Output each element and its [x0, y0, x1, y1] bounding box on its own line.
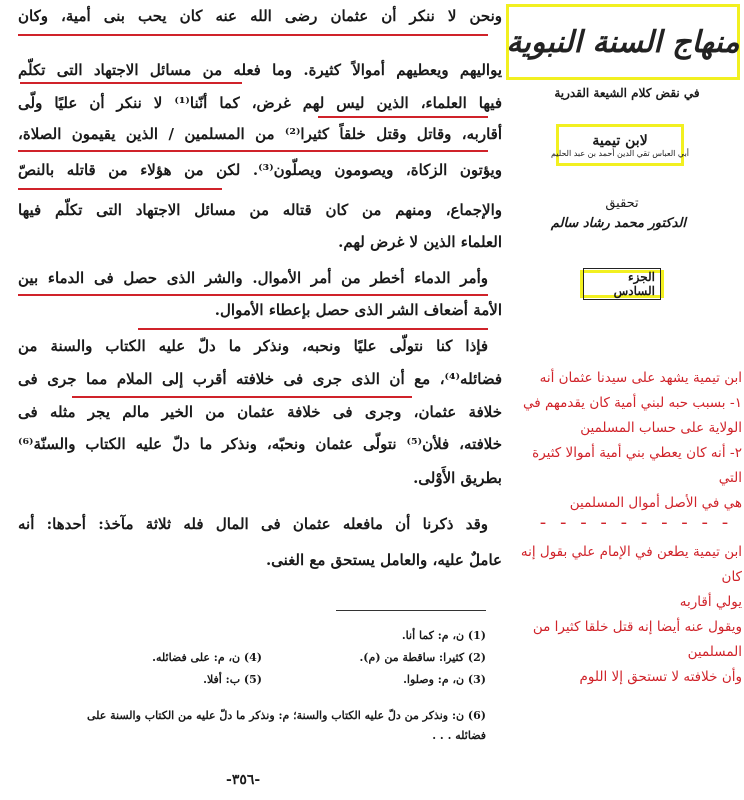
- footnote: (4) ن، م: على فضائله.: [152, 651, 262, 664]
- text-line: عاملٌ عليه، والعامل يستحق مع الغنى.: [265, 551, 502, 569]
- editor-name: الدكتور محمد رشاد سالم: [550, 216, 686, 231]
- text-line: خلافته، فلأن⁽⁵⁾ نتولّى عثمان ونحبّه، ونذكر ما دلّ عليه الكتاب والسنّة⁽⁶⁾: [18, 435, 502, 453]
- volume-label: الجزء السادس: [583, 268, 661, 300]
- text-line: أقاربه، وقاتل وقتل خلقاً كثيرا⁽²⁾ من المسلمين / الذين يقيمون الصلاة،: [18, 125, 502, 143]
- tahqiq-label: تحقيق: [605, 196, 639, 211]
- annotation-line: ١- بسبب حبه لبني أمية كان يقدمهم في: [522, 395, 742, 411]
- annotation-top: [510, 366, 742, 516]
- highlight-underline: [18, 34, 488, 36]
- annotation-line: ٢- أنه كان يعطي بني أمية أموالا كثيرة التي: [532, 445, 742, 486]
- highlight-underline: [138, 328, 488, 330]
- text-line: والإجماع، ومنهم من كان قتاله من مسائل الاجتهاد التى تكلّم فيها: [18, 201, 502, 219]
- footnote: (5) ب: أفلا.: [203, 673, 262, 686]
- author-name: لابن تيمية: [592, 132, 648, 149]
- annotation-bottom: [510, 540, 742, 690]
- page-number: -٣٥٦-: [226, 772, 261, 788]
- footnote: (6) ن: ونذكر من دلّ عليه الكتاب والسنة؛ م: ونذكر ما دلّ عليه من الكتاب والسنة على: [86, 709, 486, 722]
- annotation-line: ابن تيمية يطعن في الإمام علي بقول إنه كان: [520, 544, 742, 585]
- annotation-line: يولي أقاربه: [679, 594, 742, 610]
- volume-box: [580, 270, 664, 298]
- highlight-underline: [18, 294, 488, 296]
- footnote: فضائله . . .: [432, 729, 486, 742]
- text-line: خلافة عثمان، وجرى فى خلافة عثمان من الخير مالم يجر مثله فى: [18, 403, 502, 421]
- highlight-underline: [20, 82, 242, 84]
- text-line: فضائله⁽⁴⁾، مع أن الذى جرى فى خلافته أقرب إلى الملام مما جرى فى: [18, 370, 502, 388]
- text-line: ونحن لا ننكر أن عثمان رضى الله عنه كان يحب بنى أمية، وكان: [18, 7, 502, 25]
- text-line: وأمر الدماء أخطر من أمر الأموال. والشر الذى حصل فى الدماء بين: [18, 269, 488, 287]
- footnote: (3) ن، م: وصلوا.: [403, 673, 486, 686]
- annotation-line: الولاية على حساب المسلمين: [580, 420, 742, 436]
- annotation-line: هي في الأصل أموال المسلمين: [569, 495, 742, 511]
- author-full-name: أبي العباس تقي الدين أحمد بن عبد الحليم: [550, 148, 690, 158]
- footnote-rule: [336, 610, 486, 611]
- text-line: وقد ذكرنا أن مافعله عثمان فى المال فله ثلاثة مآخذ: أحدها: أنه: [18, 515, 488, 533]
- author-box: [550, 124, 690, 166]
- book-title-box: [506, 4, 740, 80]
- highlight-underline: [18, 188, 222, 190]
- book-title: منهاج السنة النبوية: [506, 24, 740, 60]
- highlight-underline: [72, 396, 412, 398]
- annotation-line: ابن تيمية يشهد على سيدنا عثمان أنه: [539, 370, 742, 386]
- annotation-line: ويقول عنه أيضا إنه قتل خلقا كثيرا من: [532, 619, 742, 635]
- highlight-underline: [18, 150, 488, 152]
- book-subtitle: في نقض كلام الشيعة القدرية: [554, 86, 700, 100]
- text-line: الأمة أضعاف الشر الذى حصل بإعطاء الأموال.: [214, 301, 502, 319]
- text-line: العلماء الذين لا غرض لهم.: [338, 233, 502, 251]
- text-line: فإذا كنا نتولّى عليًا ونحبه، ونذكر ما دلّ عليه الكتاب والسنة من: [18, 337, 488, 355]
- footnote: (1) ن، م: كما أنا.: [401, 629, 486, 642]
- highlight-underline: [318, 116, 488, 118]
- annotation-line: المسلمين: [687, 644, 742, 660]
- text-line: ويؤتون الزكاة، ويصومون ويصلّون⁽³⁾. لكن من هؤلاء من قاتله بالنصّ: [18, 161, 502, 179]
- annotation-line: وأن خلافته لا تستحق إلا اللوم: [579, 669, 742, 685]
- text-line: فيها العلماء، الذين ليس لهم غرض، كما أنّنا⁽¹⁾ لا ننكر أن عليًا ولّى: [18, 94, 502, 112]
- text-line: بطريق الأَوْلى.: [413, 469, 502, 487]
- text-line: يواليهم ويعطيهم أموالاً كثيرة. وما فعله من مسائل الاجتهاد التى تكلّم: [18, 61, 502, 79]
- annotation-separator: - - - - - - - - - -: [539, 512, 733, 533]
- footnote: (2) كثيرا: ساقطة من (م).: [359, 651, 486, 664]
- book-page: [6, 0, 502, 800]
